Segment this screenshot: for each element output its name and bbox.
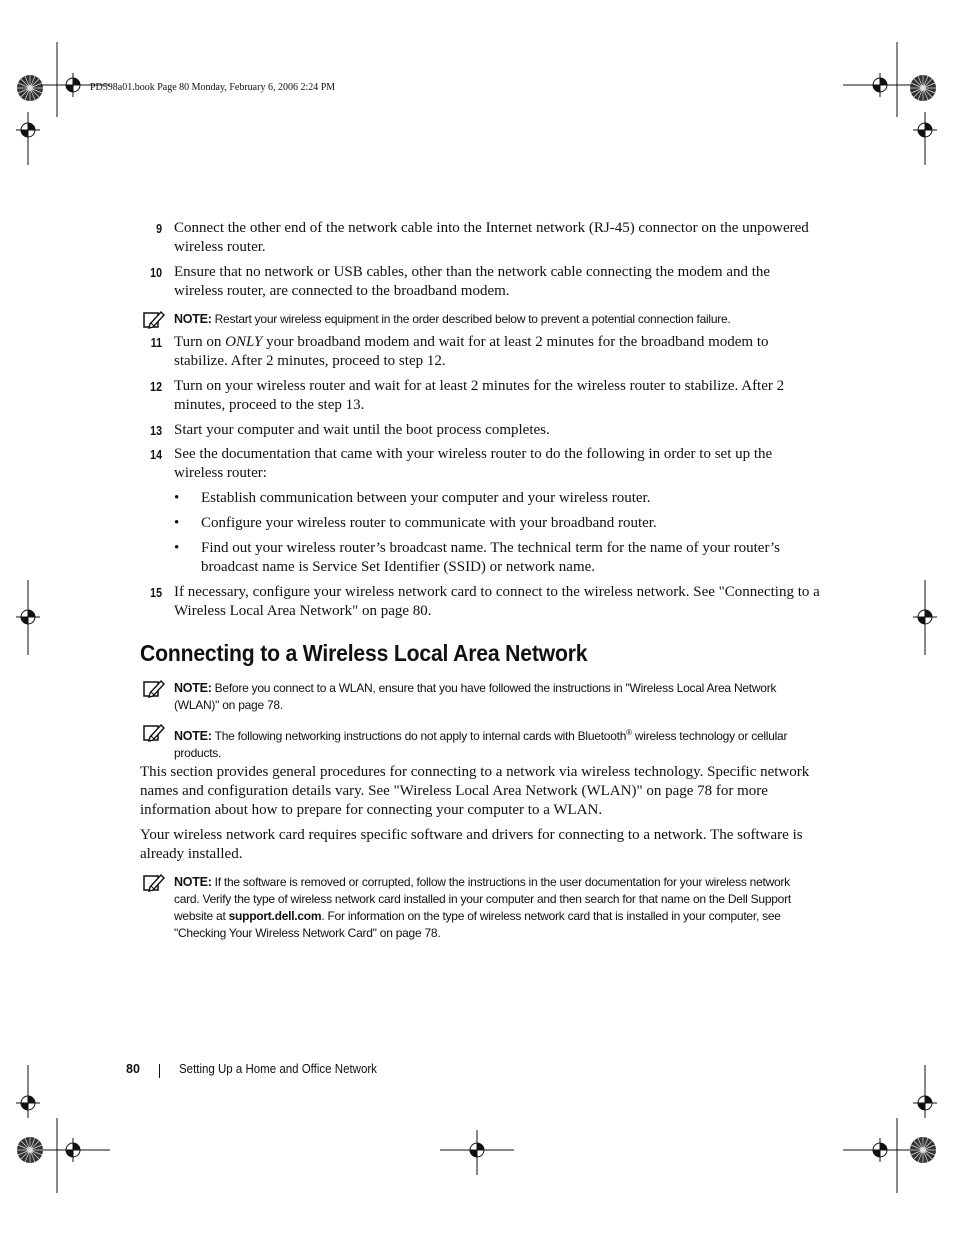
note-text: . For information on the type of wireless network card that is installed in your computer, see "Checking Your Wireless Network Card" on page 78. [174,909,781,940]
step-14 [140,445,820,483]
footer-section-title: Setting Up a Home and Office Network [179,1062,377,1076]
step-9 [140,219,820,257]
step-text-part: Turn on [174,334,226,350]
bullet-text: Find out your wireless router’s broadcast name. The technical term for the name of your router’s broadcast name is Service Set Identifier (SSID) or network name. [201,540,780,575]
bullet-text: Configure your wireless router to communicate with your broadband router. [201,515,657,531]
step-text: See the documentation that came with your wireless router to do the following in order to set up the wireless router: [174,446,773,481]
bullet-symbol: • [174,540,180,556]
footer-divider [159,1064,160,1078]
pencil-note-icon [143,874,165,892]
note-bluetooth [140,724,815,762]
bullet-text: Establish communication between your computer and your wireless router. [201,490,651,506]
pencil-note-icon [143,724,165,742]
note-before-connect [140,680,815,714]
step-number: 11 [150,336,162,350]
software-paragraph: Your wireless network card requires specific software and drivers for connecting to a network. The software is already installed. [140,827,803,862]
note-label: NOTE: [174,875,212,889]
support-link[interactable]: support.dell.com [228,909,322,923]
list-item [174,489,824,508]
intro-paragraph: This section provides general procedures for connecting to a network via wireless technology. Specific network names and configuration details vary. See "Wireless Local Area Network (WLAN)" on page 78 for more information about how to prepare for connecting your computer to a WLAN. [140,764,810,818]
step-number: 10 [150,266,162,280]
step-text-part: your broadband modem and wait for at least 2 minutes for the broadband modem to stabilize. After 2 minutes, proceed to step 12. [174,334,769,369]
step-number: 12 [150,380,162,394]
step-13 [140,421,820,440]
section-heading: Connecting to a Wireless Local Area Network [140,640,588,666]
step-12 [140,377,820,415]
note-label: NOTE: [174,681,212,695]
step-number: 13 [150,424,162,438]
bullet-symbol: • [174,490,180,506]
file-info-header: PD598a01.book Page 80 Monday, February 6, 2006 2:24 PM [90,82,336,93]
list-item [174,539,824,577]
step-text: Turn on your wireless router and wait for at least 2 minutes for the wireless router to stabilize. After 2 minutes, proceed to the step 13. [174,378,785,413]
step-number: 9 [156,222,162,236]
step-text: Connect the other end of the network cable into the Internet network (RJ-45) connector on the unpowered wireless router. [174,220,809,255]
note-text: Before you connect to a WLAN, ensure that you have followed the instructions in "Wireless Local Area Network (WLAN)" on page 78. [174,681,777,712]
step-text [174,333,820,371]
note-label: NOTE: [174,729,212,743]
note-restart-equipment [140,311,815,328]
bullet-symbol: • [174,515,180,531]
note-software-removed [140,874,815,942]
step-10 [140,263,820,301]
pencil-note-icon [143,311,165,329]
pencil-note-icon [143,680,165,698]
step-emphasis: ONLY [225,334,263,350]
list-item [174,514,824,533]
step-text: Ensure that no network or USB cables, other than the network cable connecting the modem and the wireless router, are connected to the broadband modem. [174,264,771,299]
note-label: NOTE: [174,312,212,326]
registered-mark: ® [626,728,632,737]
note-text: The following networking instructions do not apply to internal cards with Bluetooth [214,729,627,743]
step-15 [140,583,820,621]
page-number: 80 [126,1062,140,1076]
note-text: wireless technology or cellular products. [174,729,788,760]
note-text: Restart your wireless equipment in the order described below to prevent a potential connection failure. [214,312,731,326]
note-text: If the software is removed or corrupted, follow the instructions in the user documentation for your wireless network card. Verify the type of wireless network card installed in your computer and then search for that name on the Dell Support website at [174,875,791,923]
step-number: 14 [150,448,162,462]
step-number: 15 [150,586,162,600]
step-text: Start your computer and wait until the boot process completes. [174,422,550,438]
step-11 [140,333,820,371]
step-text: If necessary, configure your wireless network card to connect to the wireless network. See "Connecting to a Wireless Local Area Network" on page 80. [174,584,820,619]
